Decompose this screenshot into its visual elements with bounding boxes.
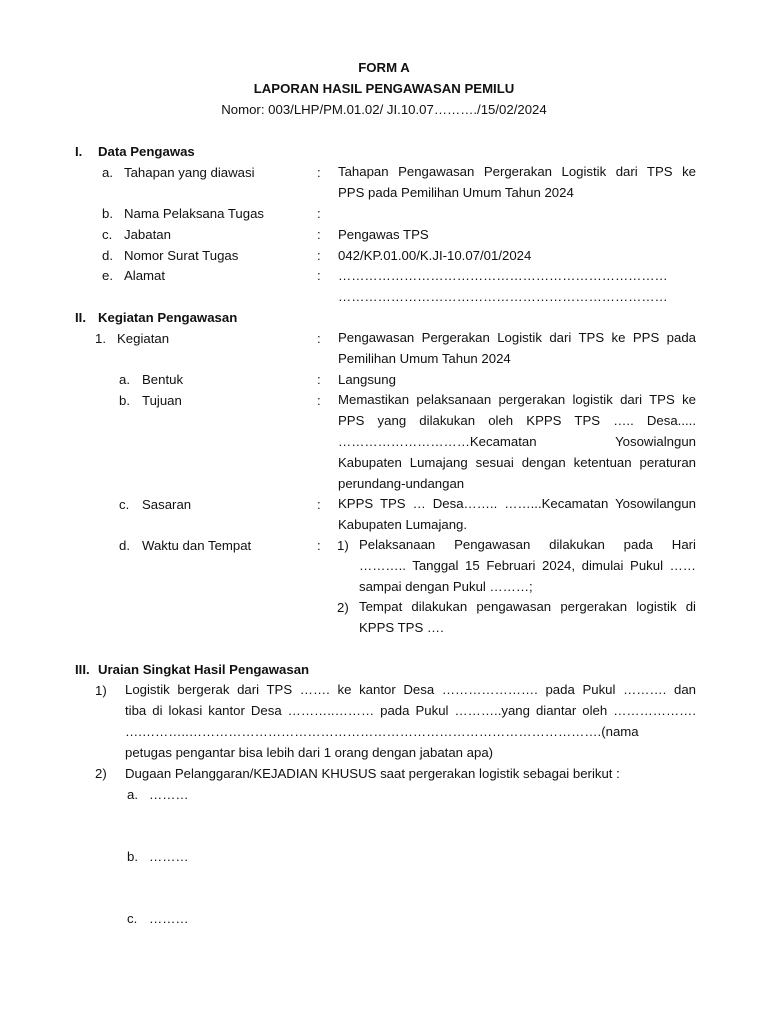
- section-3-title: Uraian Singkat Hasil Pengawasan: [98, 662, 310, 677]
- colon: :: [317, 372, 321, 387]
- field-label: Kegiatan: [117, 331, 170, 346]
- value-line: ……….. Tanggal 15 Februari 2024, dimulai Pukul ……: [359, 558, 696, 573]
- value-line: KPPS TPS ….: [359, 620, 444, 635]
- section-3-number: III.: [75, 662, 90, 677]
- blank-entry: ………: [149, 849, 189, 864]
- item-letter: d.: [102, 248, 113, 263]
- address-blank-1: …………………………………………………………………: [338, 268, 668, 283]
- item-letter: a.: [127, 787, 138, 802]
- colon: :: [317, 497, 321, 512]
- blank-entry: ………: [149, 787, 189, 802]
- field-label: Nama Pelaksana Tugas: [124, 206, 265, 221]
- field-value: [338, 389, 696, 494]
- colon: :: [317, 268, 321, 283]
- value-line: petugas pengantar bisa lebih dari 1 orang dengan jabatan apa): [125, 745, 494, 760]
- address-blank-2: …………………………………………………………………: [338, 289, 668, 304]
- item-letter: b.: [102, 206, 113, 221]
- list-number: 2): [95, 766, 107, 781]
- list-text: [359, 596, 696, 638]
- field-value: Langsung: [338, 372, 396, 387]
- field-value: Pengawas TPS: [338, 227, 429, 242]
- item-letter: c.: [127, 911, 138, 926]
- value-line: Kabupaten Lumajang sesuai dengan ketentuan peraturan: [338, 455, 696, 470]
- section-2-title: Kegiatan Pengawasan: [98, 310, 238, 325]
- field-value: [338, 327, 696, 369]
- document-number: Nomor: 003/LHP/PM.01.02/ JI.10.07………./15/02/2024: [221, 102, 547, 117]
- item-letter: d.: [119, 538, 130, 553]
- item-letter: b.: [127, 849, 138, 864]
- colon: :: [317, 393, 321, 408]
- item-letter: a.: [119, 372, 130, 387]
- colon: :: [317, 331, 321, 346]
- value-line: Kabupaten Lumajang.: [338, 517, 468, 532]
- list-number: 2): [337, 600, 349, 615]
- value-line: PPS yang dilakukan oleh KPPS TPS ….. Desa.....: [338, 413, 696, 428]
- value-line: Pelaksanaan Pengawasan dilakukan pada Hari: [359, 537, 696, 552]
- field-value: [338, 161, 696, 203]
- field-label: Sasaran: [142, 497, 192, 512]
- list-text: Dugaan Pelanggaran/KEJADIAN KHUSUS saat pergerakan logistik sebagai berikut :: [125, 766, 620, 781]
- field-label: Tujuan: [142, 393, 182, 408]
- value-line: sampai dengan Pukul ………;: [359, 579, 533, 594]
- field-label: Bentuk: [142, 372, 184, 387]
- value-line: tiba di lokasi kantor Desa ………..……… pada Pukul ………..yang diantar oleh ……………….: [125, 703, 696, 718]
- item-letter: a.: [102, 165, 113, 180]
- value-line: PPS pada Pemilihan Umum Tahun 2024: [338, 185, 574, 200]
- list-number: 1): [337, 538, 349, 553]
- value-line: Memastikan pelaksanaan pergerakan logistik dari TPS ke: [338, 392, 696, 407]
- field-label: Tahapan yang diawasi: [124, 165, 255, 180]
- value-line: perundang-undangan: [338, 476, 465, 491]
- item-letter: b.: [119, 393, 130, 408]
- field-label: Alamat: [124, 268, 166, 283]
- document-title: LAPORAN HASIL PENGAWASAN PEMILU: [253, 81, 515, 96]
- field-label: Nomor Surat Tugas: [124, 248, 239, 263]
- colon: :: [317, 227, 321, 242]
- item-letter: e.: [102, 268, 113, 283]
- colon: :: [317, 165, 321, 180]
- form-label: FORM A: [358, 60, 410, 75]
- value-line: Tahapan Pengawasan Pergerakan Logistik dari TPS ke: [338, 164, 696, 179]
- item-letter: c.: [102, 227, 113, 242]
- field-label: Waktu dan Tempat: [142, 538, 252, 553]
- field-value: [338, 493, 696, 535]
- item-number: 1.: [95, 331, 106, 346]
- list-number: 1): [95, 683, 107, 698]
- value-line: Pengawasan Pergerakan Logistik dari TPS ke PPS pada: [338, 330, 696, 345]
- value-line: KPPS TPS … Desa…….. ……...Kecamatan Yosowilangun: [338, 496, 696, 511]
- value-line: ….………..………………………………………………………………………………….(nama: [125, 724, 639, 739]
- colon: :: [317, 538, 321, 553]
- list-text: [359, 534, 696, 597]
- value-line: Logistik bergerak dari TPS ……. ke kantor Desa …………………. pada Pukul ………. dan: [125, 682, 696, 697]
- section-1-number: I.: [75, 144, 83, 159]
- colon: :: [317, 248, 321, 263]
- value-line: Tempat dilakukan pengawasan pergerakan logistik di: [359, 599, 696, 614]
- colon: :: [317, 206, 321, 221]
- field-label: Jabatan: [124, 227, 171, 242]
- field-value: 042/KP.01.00/K.JI-10.07/01/2024: [338, 248, 532, 263]
- item-letter: c.: [119, 497, 130, 512]
- section-2-number: II.: [75, 310, 86, 325]
- value-line: Pemilihan Umum Tahun 2024: [338, 351, 511, 366]
- list-text: [125, 679, 696, 763]
- value-line: …………………………Kecamatan Yosowialngun: [338, 434, 696, 449]
- blank-entry: ………: [149, 911, 189, 926]
- section-1-title: Data Pengawas: [98, 144, 195, 159]
